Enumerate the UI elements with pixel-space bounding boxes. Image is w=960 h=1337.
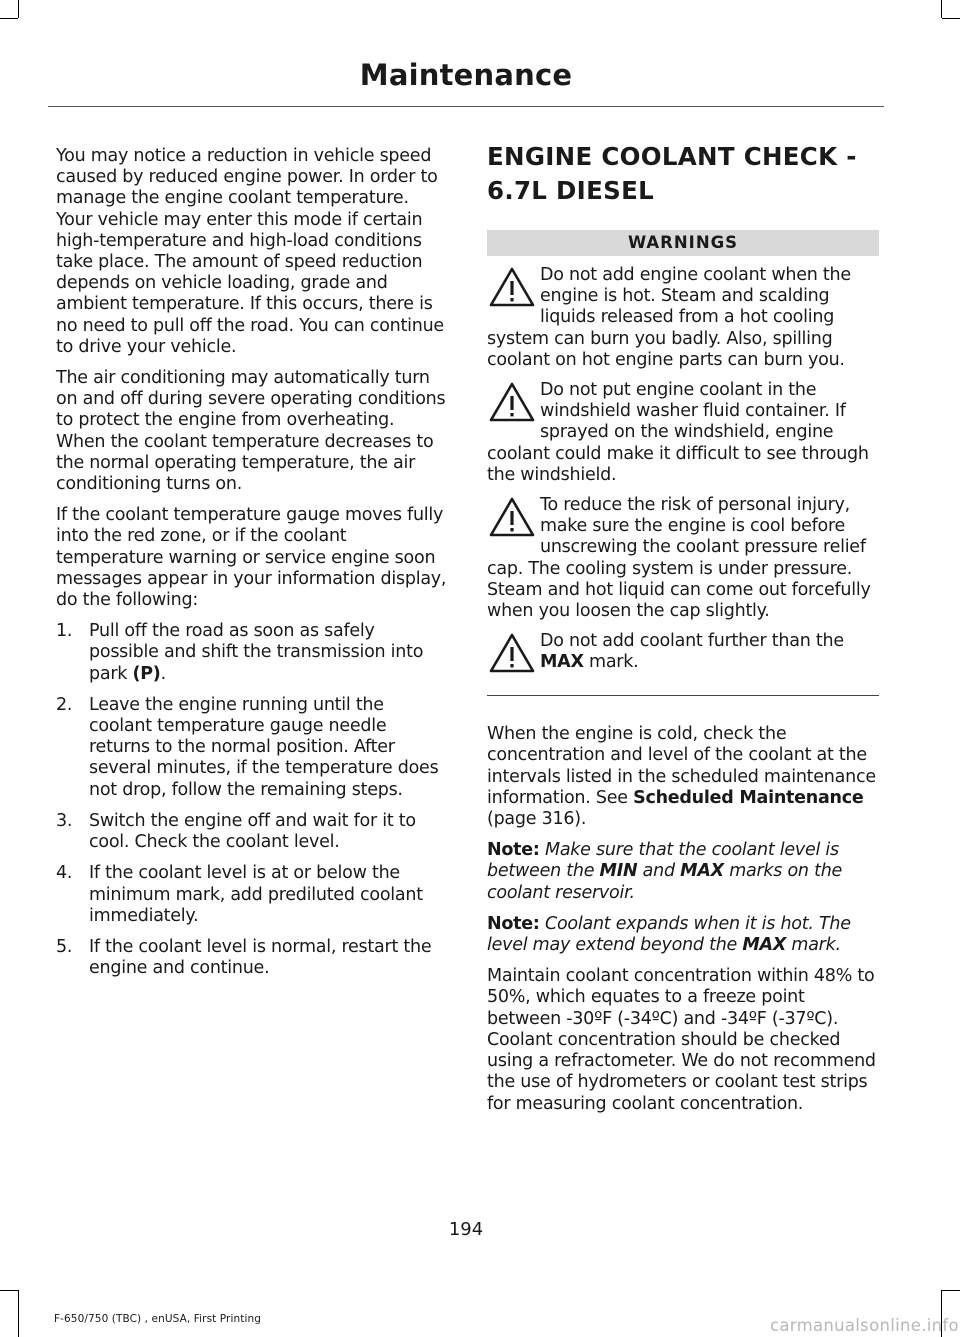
header-divider	[48, 106, 884, 107]
note-label: Note:	[487, 913, 540, 934]
max-label: MAX	[742, 935, 787, 956]
warning-text-end: mark.	[583, 652, 639, 673]
crop-mark	[942, 18, 960, 19]
crop-mark	[18, 0, 19, 18]
warnings-divider	[487, 695, 879, 696]
warning-item	[487, 380, 879, 486]
max-label: MAX	[680, 861, 724, 882]
step-number: 4.	[56, 863, 73, 884]
warning-item	[487, 265, 879, 371]
page-number: 194	[448, 1219, 484, 1240]
note-text-part: Make sure that the coolant level is between the	[487, 840, 839, 882]
section-heading-line1: ENGINE COOLANT CHECK -	[487, 142, 857, 171]
list-item	[56, 695, 448, 801]
note-text-part: marks on the coolant reservoir.	[487, 861, 843, 903]
section-heading-line2: 6.7L DIESEL	[487, 176, 655, 205]
watermark: carmanualsonline.info	[770, 1316, 959, 1335]
warnings-header: WARNINGS	[487, 230, 879, 256]
paragraph-gauge-red-zone: If the coolant temperature gauge moves fully into the red zone, or if the coolant temperature warning or service engine soon messages appear in your information display, do the following:	[56, 505, 447, 611]
paragraph-coolant-check	[487, 724, 879, 830]
step-text: Switch the engine off and wait for it to cool. Check the coolant level.	[89, 810, 416, 853]
note-text-part: mark.	[786, 935, 841, 956]
crop-mark	[942, 1290, 960, 1291]
paragraph-text: When the engine is cold, check the concentration and level of the coolant at the intervals listed in the scheduled maintenance information. See	[487, 724, 876, 808]
paragraph-air-conditioning: The air conditioning may automatically turn on and off during severe operating conditions to protect the engine from overheating. When the coolant temperature decreases to the normal operating temperature, the air conditioning turns on.	[56, 368, 446, 495]
note-min-max	[487, 840, 879, 904]
list-item	[56, 811, 448, 853]
warning-text: Do not add engine coolant when the engine is hot. Steam and scalding liquids released from a hot cooling system can burn you badly. Also, spilling coolant on hot engine parts can burn you.	[487, 265, 851, 370]
warning-item	[487, 495, 879, 622]
warning-triangle-icon	[487, 265, 537, 315]
crop-mark	[0, 1290, 18, 1291]
step-text-end: .	[160, 663, 166, 684]
section-heading	[487, 140, 879, 208]
step-number: 1.	[56, 621, 73, 642]
note-coolant-expands	[487, 914, 879, 956]
warning-text: Do not put engine coolant in the windshield washer fluid container. If sprayed on the windshield, engine coolant could make it difficult to see through the windshield.	[487, 380, 869, 485]
park-label: (P)	[132, 663, 161, 684]
paragraph-speed-reduction: You may notice a reduction in vehicle speed caused by reduced engine power. In order to manage the engine coolant temperature. Your vehicle may enter this mode if certain high-temperature and high-load conditions take place. The amount of speed reduction depends on vehicle loading, grade and ambient temperature. If this occurs, there is no need to pull off the road. You can continue to drive your vehicle.	[56, 146, 444, 357]
note-text	[487, 840, 842, 902]
step-text: If the coolant level is normal, restart the engine and continue.	[89, 936, 432, 979]
note-label: Note:	[487, 840, 540, 861]
step-text: Leave the engine running until the coolant temperature gauge needle returns to the normal position. After several minutes, if the temperature does not drop, follow the remaining steps.	[89, 694, 439, 800]
page-title: Maintenance	[359, 58, 573, 92]
crop-mark	[0, 18, 18, 19]
step-number: 5.	[56, 936, 73, 957]
page-reference: (page 316).	[487, 809, 587, 830]
edition-footer: F-650/750 (TBC) , enUSA, First Printing	[54, 1313, 261, 1325]
right-column	[487, 140, 879, 1125]
crop-mark	[18, 1290, 19, 1337]
step-text: If the coolant level is at or below the minimum mark, add prediluted coolant immediately.	[89, 863, 423, 926]
warning-item	[487, 631, 879, 681]
warning-triangle-icon	[487, 495, 537, 545]
left-column	[56, 146, 448, 989]
warning-text: Do not add coolant further than the	[540, 631, 844, 652]
step-text: Pull off the road as soon as safely possible and shift the transmission into park	[89, 621, 424, 684]
warning-triangle-icon	[487, 380, 537, 430]
crop-mark	[941, 0, 942, 18]
paragraph-concentration: Maintain coolant concentration within 48% to 50%, which equates to a freeze point between -30ºF (-34ºC) and -34ºF (-37ºC). Coolant concentration should be checked using a refractometer. We do not recommend the use of hydrometers or coolant test strips for measuring coolant concentration.	[487, 966, 876, 1114]
list-item	[56, 863, 448, 927]
min-label: MIN	[599, 861, 638, 882]
warning-triangle-icon	[487, 631, 537, 681]
step-number: 3.	[56, 810, 73, 831]
scheduled-maintenance-link[interactable]: Scheduled Maintenance	[633, 787, 864, 808]
note-text-part: and	[637, 861, 681, 882]
warning-text: To reduce the risk of personal injury, make sure the engine is cool before unscrewing the coolant pressure relief cap. The cooling system is under pressure. Steam and hot liquid can come out forcefully when you loosen the cap slightly.	[487, 495, 871, 622]
note-text	[487, 914, 851, 955]
step-number: 2.	[56, 694, 73, 715]
max-label: MAX	[540, 652, 584, 673]
note-text-part: Coolant expands when it is hot. The level may extend beyond the	[487, 913, 851, 956]
list-item	[56, 937, 448, 979]
steps-list	[56, 621, 448, 979]
list-item	[56, 621, 448, 685]
